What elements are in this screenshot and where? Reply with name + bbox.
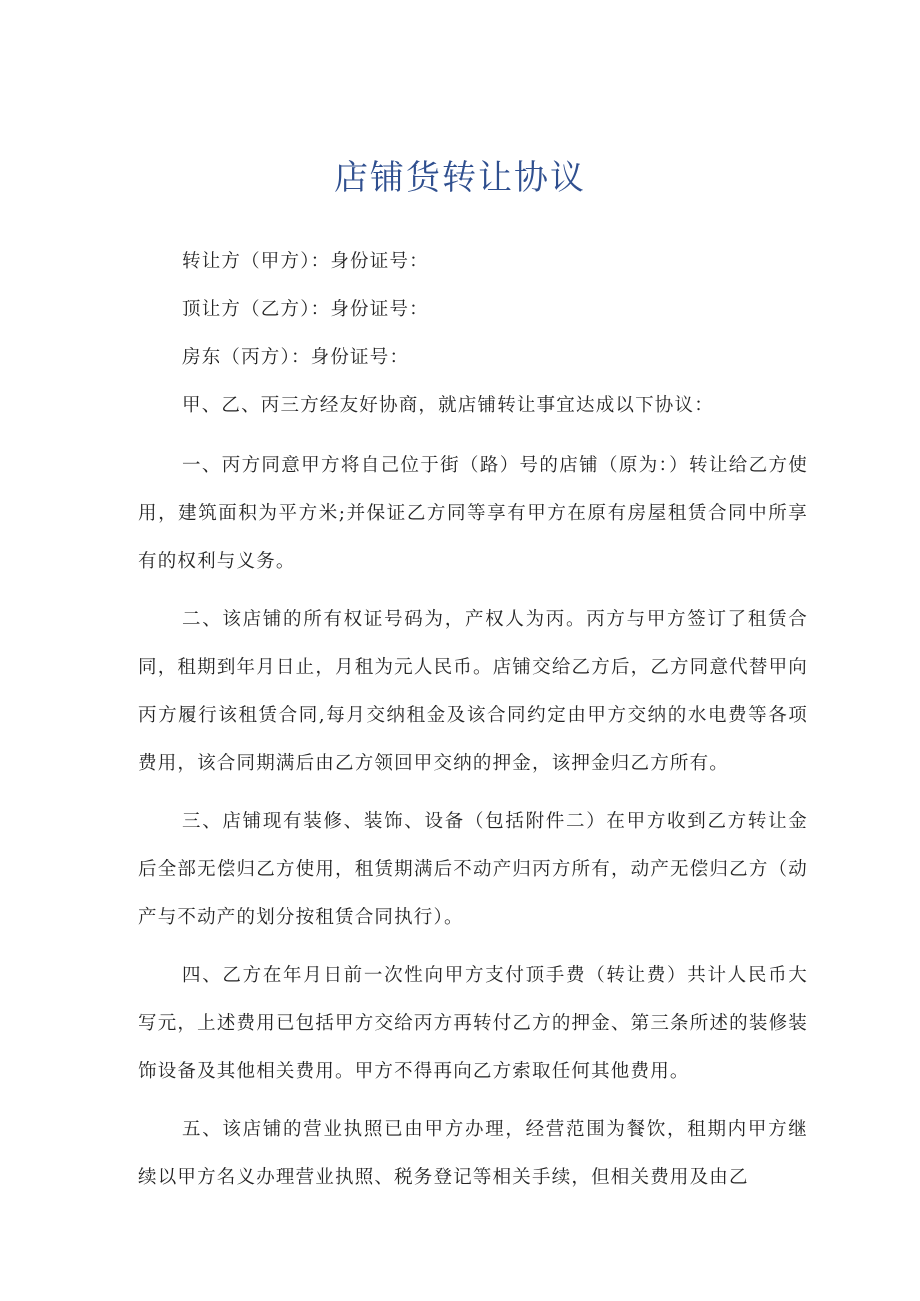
clause-3: 三、店铺现有装修、装饰、设备（包括附件二）在甲方收到乙方转让金后全部无偿归乙方使用，租赁期满后不动产归丙方所有，动产无偿归乙方（动产与不动产的划分按租赁合同执行）。 — [138, 811, 808, 928]
document-body — [138, 250, 808, 1202]
party-transferee: 顶让方（乙方）：身份证号： — [182, 299, 429, 320]
clause-1: 一、丙方同意甲方将自己位于街（路）号的店铺（原为：）转让给乙方使用，建筑面积为平方米;并保证乙方同等享有甲方在原有房屋租赁合同中所享有的权利与义务。 — [138, 455, 808, 572]
party-landlord: 房东（丙方）：身份证号： — [182, 347, 410, 368]
document-title: 店铺货转让协议 — [334, 158, 586, 198]
clause-5: 五、该店铺的营业执照已由甲方办理，经营范围为餐饮，租期内甲方继续以甲方名义办理营业执照、税务登记等相关手续，但相关费用及由乙 — [138, 1119, 808, 1188]
party-transferor: 转让方（甲方）：身份证号： — [182, 251, 429, 272]
clause-2: 二、该店铺的所有权证号码为，产权人为丙。丙方与甲方签订了租赁合同，租期到年月日止，月租为元人民币。店铺交给乙方后，乙方同意代替甲向丙方履行该租赁合同,每月交纳租金及该合同约定由甲方交纳的水电费等各项费用，该合同期满后由乙方领回甲交纳的押金，该押金归乙方所有。 — [138, 609, 808, 774]
agreement-intro: 甲、乙、丙三方经友好协商，就店铺转让事宜达成以下协议： — [182, 395, 714, 416]
clause-4: 四、乙方在年月日前一次性向甲方支付顶手费（转让费）共计人民币大写元，上述费用已包括甲方交给丙方再转付乙方的押金、第三条所述的装修装饰设备及其他相关费用。甲方不得再向乙方索取任何其他费用。 — [138, 965, 808, 1082]
